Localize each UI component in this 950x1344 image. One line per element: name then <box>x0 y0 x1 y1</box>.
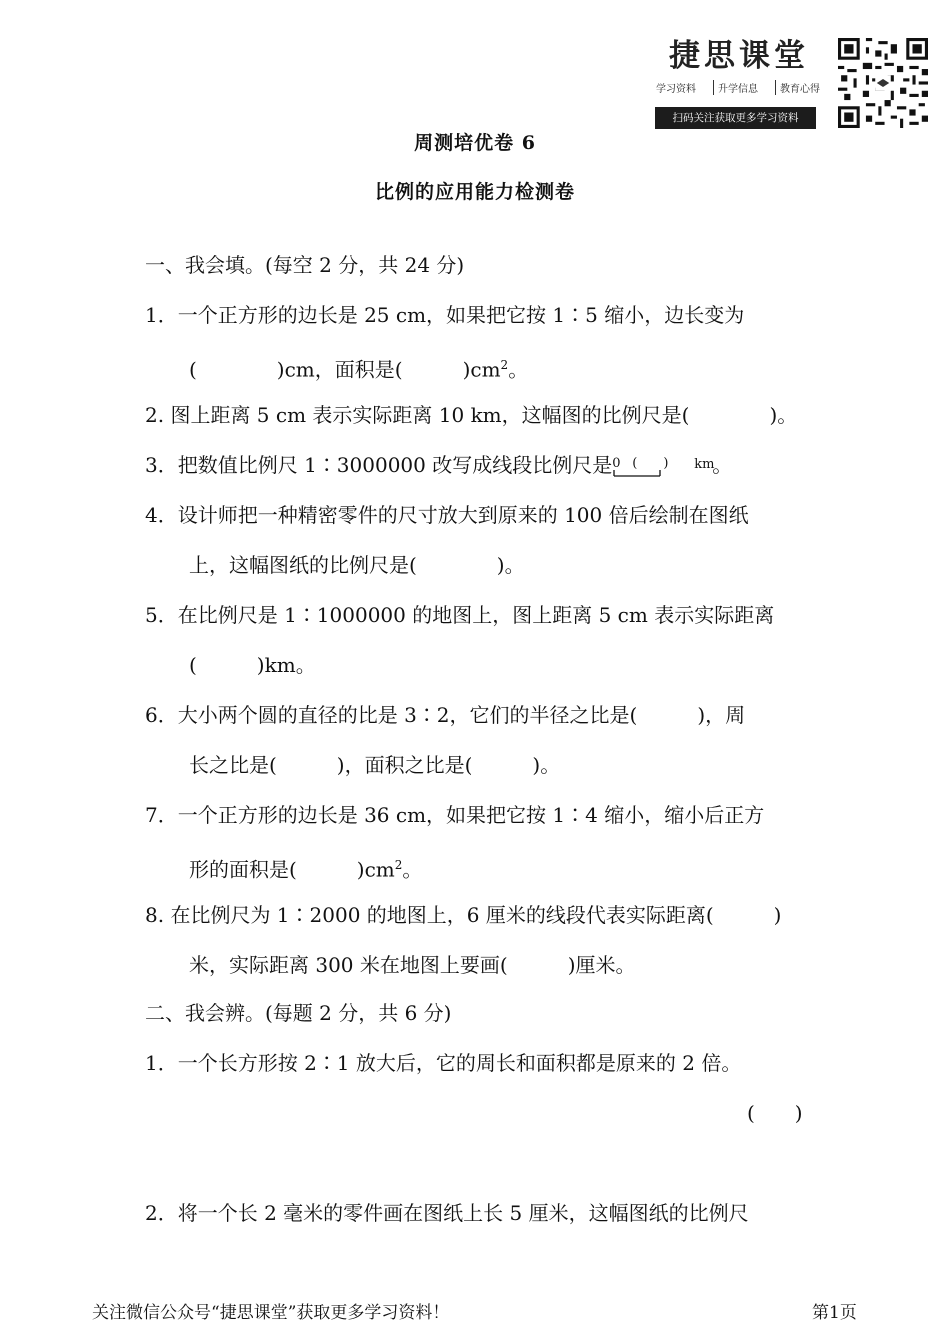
question-line <box>189 751 560 779</box>
brand-tag: 升学信息 <box>713 80 758 95</box>
question-line <box>189 351 528 384</box>
question-text: 8. 在比例尺为 1∶2000 的地图上，6 厘米的线段代表实际距离( ) <box>145 903 782 927</box>
question-text: 3．把数值比例尺 1∶3000000 改写成线段比例尺是 <box>145 453 613 477</box>
punctuation: 。 <box>712 453 733 477</box>
question-text: 2. 图上距离 5 cm 表示实际距离 10 km，这幅图的比例尺是( )。 <box>145 403 798 427</box>
answer-blank-text: ( ) <box>747 1101 803 1125</box>
question-line <box>145 1199 749 1227</box>
question-text: 6．大小两个圆的直径的比是 3∶2，它们的半径之比是( )，周 <box>145 703 746 727</box>
question-line <box>145 301 744 329</box>
question-text: 1．一个正方形的边长是 25 cm，如果把它按 1∶5 缩小，边长变为 <box>145 303 745 327</box>
superscript: 2 <box>500 358 509 372</box>
question-text: 7．一个正方形的边长是 36 cm，如果把它按 1∶4 缩小，缩小后正方 <box>145 803 765 827</box>
brand-tag: 教育心得 <box>775 80 820 95</box>
section-heading <box>145 999 451 1027</box>
question-line <box>145 401 797 429</box>
brand-logo-title: 捷思课堂 <box>669 38 809 74</box>
question-line <box>189 551 525 579</box>
question-line <box>145 901 781 929</box>
brand-tags <box>656 80 820 95</box>
question-text: 形的面积是( )cm <box>189 857 395 882</box>
question-line <box>189 851 422 884</box>
question-text: ( )cm，面积是( )cm <box>189 357 501 382</box>
question-line <box>145 801 764 829</box>
page-subtitle: 比例的应用能力检测卷 <box>374 181 575 203</box>
question-text: 4．设计师把一种精密零件的尺寸放大到原来的 100 倍后绘制在图纸 <box>145 503 749 527</box>
punctuation: 。 <box>402 857 423 882</box>
question-text: 2．将一个长 2 毫米的零件画在图纸上长 5 厘米，这幅图纸的比例尺 <box>145 1201 749 1225</box>
brand-tag: 学习资料 <box>656 84 696 95</box>
section-heading-text: 二、我会辨。(每题 2 分，共 6 分) <box>145 1001 452 1025</box>
page-title: 周测培优卷 6 <box>414 132 536 154</box>
brand-banner: 扫码关注获取更多学习资料 <box>655 107 816 129</box>
qr-code-icon[interactable] <box>838 38 928 128</box>
question-line <box>145 701 745 729</box>
question-line <box>145 601 774 629</box>
question-text: 1．一个长方形按 2∶1 放大后，它的周长和面积都是原来的 2 倍。 <box>145 1051 742 1075</box>
page-number: 第1页 <box>812 1303 857 1323</box>
question-line <box>189 951 636 979</box>
scale-zero: 0 <box>612 455 621 471</box>
question-text: 长之比是( )，面积之比是( )。 <box>189 753 561 777</box>
question-text: 5．在比例尺是 1∶1000000 的地图上，图上距离 5 cm 表示实际距离 <box>145 603 775 627</box>
section-heading-text: 一、我会填。(每空 2 分，共 24 分) <box>145 253 465 277</box>
punctuation: 。 <box>508 357 529 382</box>
question-line <box>145 501 749 529</box>
answer-blank <box>747 1099 803 1127</box>
question-line <box>145 451 732 479</box>
footer-note: 关注微信公众号“捷思课堂”获取更多学习资料！ <box>92 1303 450 1323</box>
scale-blank: ( ) <box>632 455 669 471</box>
line-scale-bar <box>612 455 715 478</box>
superscript: 2 <box>394 858 403 872</box>
section-heading <box>145 251 464 279</box>
question-text: ( )km。 <box>189 653 316 677</box>
scale-unit: km <box>694 456 715 472</box>
question-text: 上，这幅图纸的比例尺是( )。 <box>189 553 525 577</box>
question-line <box>189 651 316 679</box>
question-line <box>145 1049 741 1077</box>
question-text: 米，实际距离 300 米在地图上要画( )厘米。 <box>189 953 636 977</box>
